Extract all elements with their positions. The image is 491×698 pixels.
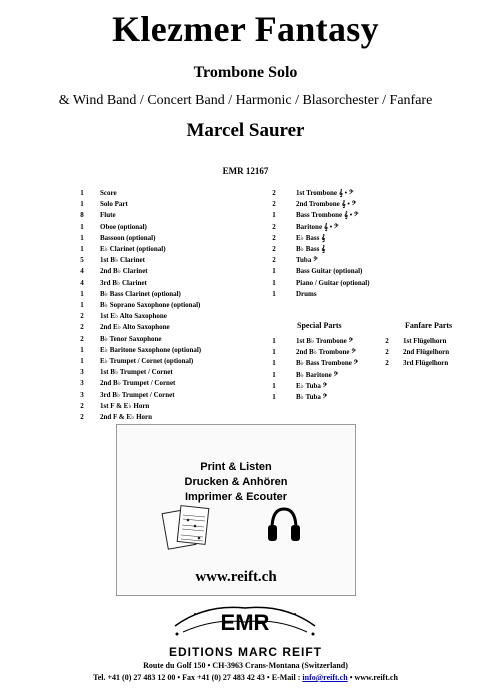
part-quantity: 1: [272, 370, 276, 379]
part-name: 1st E♭ Alto Saxophone: [100, 312, 167, 321]
part-name: 2nd B♭ Trumpet / Cornet: [100, 379, 176, 388]
part-name: B♭ Bass Clarinet (optional): [100, 289, 181, 298]
contact-phone-fax: Tel. +41 (0) 27 483 12 00 • Fax +41 (0) 27 483 42 43 • E-Mail :: [93, 673, 303, 682]
part-quantity: 2: [272, 233, 276, 242]
part-quantity: 2: [80, 312, 84, 321]
part-name: 1st B♭ Trumpet / Cornet: [100, 368, 173, 377]
publisher-address: Route du Golf 150 • CH-3963 Crans-Montana (Switzerland): [143, 661, 348, 670]
part-quantity: 2: [80, 401, 84, 410]
part-name: 1st Flügelhorn: [403, 337, 447, 345]
part-name: B♭ Baritone 𝄢: [296, 370, 339, 379]
part-quantity: 1: [272, 289, 276, 298]
logo-text: EMR: [220, 610, 270, 635]
page-title: Klezmer Fantasy: [112, 9, 379, 49]
part-quantity: 1: [272, 337, 276, 345]
part-name: 1st B♭ Clarinet: [100, 256, 145, 265]
publisher-contact: [0, 673, 491, 682]
part-quantity: 2: [272, 222, 276, 231]
part-name: B♭ Bass Trombone 𝄢: [296, 359, 359, 368]
part-quantity: 2: [80, 413, 84, 421]
fanfare-parts-heading: Fanfare Parts: [405, 321, 453, 330]
part-name: 2nd Flügelhorn: [403, 348, 450, 357]
emr-logo: [165, 602, 325, 642]
part-quantity: 3: [80, 368, 84, 377]
part-name: Oboe (optional): [100, 222, 147, 231]
sheet-music-icon: [161, 503, 221, 551]
part-quantity: 1: [272, 348, 276, 357]
part-quantity: 1: [80, 189, 84, 197]
part-name: 3rd B♭ Trumpet / Cornet: [100, 390, 175, 399]
part-name: Baritone 𝄞 • 𝄢: [296, 222, 339, 231]
part-name: Bass Guitar (optional): [296, 267, 363, 276]
part-quantity: 4: [80, 267, 84, 276]
promo-drucken-anhoeren: Drucken & Anhören: [184, 476, 288, 488]
part-name: Bassoon (optional): [100, 233, 156, 242]
part-name: 3rd B♭ Clarinet: [100, 278, 147, 287]
print-listen-panel: [116, 424, 356, 596]
part-quantity: 1: [272, 211, 276, 220]
part-quantity: 2: [80, 334, 84, 343]
part-quantity: 1: [80, 301, 84, 309]
publisher-name: EDITIONS MARC REIFT: [169, 645, 322, 659]
part-name: 1st Trombone 𝄞 • 𝄢: [296, 189, 354, 197]
part-quantity: 2: [80, 323, 84, 332]
part-name: Tuba 𝄢: [296, 256, 318, 265]
part-quantity: 1: [272, 278, 276, 287]
composer-name: Marcel Saurer: [186, 120, 305, 141]
special-parts-heading: Special Parts: [297, 321, 342, 330]
part-name: 2nd B♭ Clarinet: [100, 267, 148, 276]
part-name: B♭ Tuba 𝄢: [296, 393, 328, 401]
part-name: 1st F & E♭ Horn: [100, 401, 150, 410]
part-name: E♭ Clarinet (optional): [100, 245, 166, 253]
part-quantity: 2: [385, 348, 389, 357]
part-quantity: 1: [80, 345, 84, 354]
promo-imprimer-ecouter: Imprimer & Ecouter: [184, 491, 288, 503]
part-quantity: 1: [272, 381, 276, 390]
headphones-icon: [267, 505, 301, 545]
ensemble-list: & Wind Band / Concert Band / Harmonic / Blasorchester / Fanfare: [58, 93, 433, 108]
part-name: Solo Part: [100, 200, 128, 209]
part-name: Drums: [296, 289, 317, 298]
part-quantity: 1: [80, 245, 84, 253]
part-quantity: 1: [272, 267, 276, 276]
part-quantity: 1: [80, 200, 84, 209]
part-quantity: 1: [80, 222, 84, 231]
part-quantity: 1: [272, 393, 276, 401]
catalog-code: EMR 12167: [222, 166, 269, 176]
part-quantity: 2: [272, 245, 276, 253]
part-name: 2nd Trombone 𝄞 • 𝄢: [296, 200, 357, 209]
part-quantity: 2: [385, 359, 389, 368]
part-quantity: 1: [272, 359, 276, 368]
part-quantity: 3: [80, 379, 84, 388]
promo-print-listen: Print & Listen: [200, 461, 272, 473]
part-name: B♭ Tenor Saxophone: [100, 334, 162, 343]
part-name: B♭ Soprano Saxophone (optional): [100, 301, 201, 309]
part-quantity: 1: [80, 357, 84, 365]
part-quantity: 2: [272, 189, 276, 197]
part-name: 2nd F & E♭ Horn: [100, 413, 153, 421]
part-quantity: 2: [272, 256, 276, 265]
part-quantity: 1: [80, 289, 84, 298]
part-quantity: 3: [80, 390, 84, 399]
part-quantity: 5: [80, 256, 84, 265]
promo-url: www.reift.ch: [195, 569, 277, 585]
part-name: E♭ Baritone Saxophone (optional): [100, 345, 202, 354]
subtitle: Trombone Solo: [193, 64, 298, 81]
part-name: B♭ Bass 𝄞: [296, 245, 326, 253]
part-name: Piano / Guitar (optional): [296, 278, 370, 287]
part-quantity: 8: [80, 211, 84, 220]
part-name: Flute: [100, 211, 116, 220]
part-name: E♭ Trumpet / Cornet (optional): [100, 357, 194, 365]
part-quantity: 1: [80, 233, 84, 242]
part-name: 1st B♭ Trombone 𝄢: [296, 337, 354, 345]
contact-website: • www.reift.ch: [347, 673, 398, 682]
part-name: 2nd B♭ Trombone 𝄢: [296, 348, 356, 357]
part-quantity: 4: [80, 278, 84, 287]
part-name: Bass Trombone 𝄞 • 𝄢: [296, 211, 359, 220]
part-name: E♭ Tuba 𝄢: [296, 381, 328, 390]
part-quantity: 2: [272, 200, 276, 209]
part-quantity: 2: [385, 337, 389, 345]
part-name: 3rd Flügelhorn: [403, 359, 449, 368]
part-name: E♭ Bass 𝄞: [296, 233, 326, 242]
email-link[interactable]: info@reift.ch: [302, 673, 348, 682]
part-name: Score: [100, 189, 117, 197]
emr-logo-graphic: [165, 602, 325, 642]
part-name: 2nd E♭ Alto Saxophone: [100, 323, 170, 332]
